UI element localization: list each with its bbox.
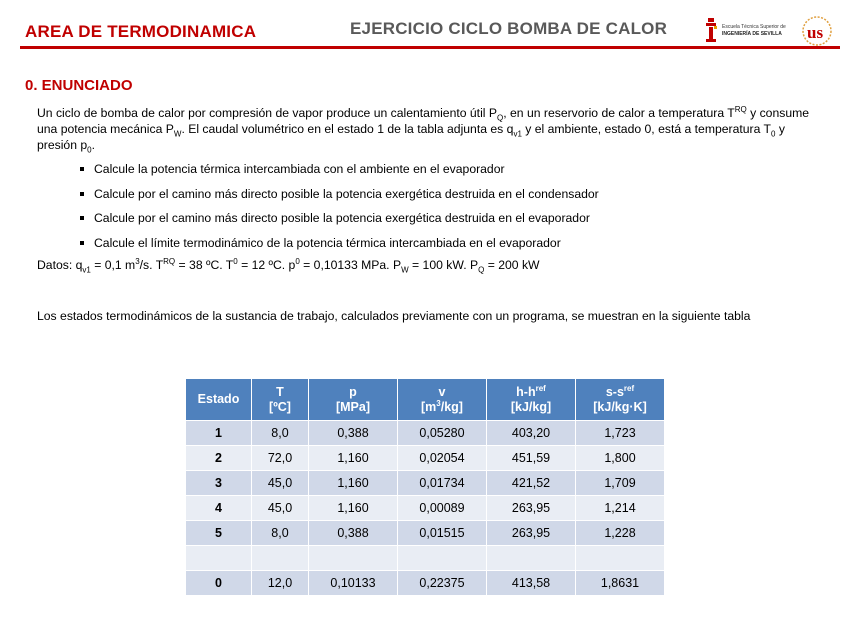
header-temperature: T [ºC]	[252, 379, 309, 421]
header-entropy: $s-s^{ref}$ [kJ/kg·K]	[576, 379, 665, 421]
header-enthalpy: $h-h^{ref}$ [kJ/kg]	[487, 379, 576, 421]
svg-text:us: us	[807, 23, 824, 42]
table-header-row	[186, 379, 665, 421]
table-row-empty	[186, 546, 665, 571]
etsi-logo-line1: Escuela Técnica Superior de	[722, 24, 786, 30]
header-pressure: p [MPa]	[309, 379, 398, 421]
bullet-icon	[80, 167, 84, 171]
header-estado: Estado	[186, 379, 252, 421]
table-row: 2 72,0 1,160 0,02054 451,59 1,800	[186, 446, 665, 471]
statement-paragraph: Un ciclo de bomba de calor por compresión de vapor produce un calentamiento útil $P_Q$, en un reservorio de calor a temperatura $T^{RQ}$ y consume una potencia mecánica $P_W$. El caudal volumétrico en el estado 1 de la tabla adjunta es $q_{v1}$ y el ambiente, estado 0, está a temperatura $T_0$ y presión $p_0$.	[37, 104, 810, 155]
task-item: Calcule el límite termodinámico de la potencia térmica intercambiada en el evaporador	[80, 235, 599, 260]
etsi-logo-line2: INGENIERÍA DE SEVILLA	[722, 31, 782, 37]
task-item: Calcule la potencia térmica intercambiada con el ambiente en el evaporador	[80, 161, 599, 186]
us-seal-icon	[803, 17, 831, 45]
task-item: Calcule por el camino más directo posible la potencia exergética destruida en el condensador	[80, 186, 599, 211]
exercise-title: EJERCICIO CICLO BOMBA DE CALOR	[350, 19, 668, 38]
states-table	[185, 378, 665, 596]
task-item: Calcule por el camino más directo posible la potencia exergética destruida en el evaporador	[80, 210, 599, 235]
section-title: 0. ENUNCIADO	[25, 77, 133, 94]
table-row: 1 8,0 0,388 0,05280 403,20 1,723	[186, 421, 665, 446]
bullet-icon	[80, 216, 84, 220]
given-data: Datos: $q_{v1} = 0,1$ $m^3/s$. $T^{RQ} = 38$ ºC. $T^0 = 12$ ºC. $p^0 = 0,10133$ MPa. $P_W = 100$ kW. $P_Q = 200$ kW	[37, 256, 540, 275]
page-header	[0, 0, 848, 52]
university-logos	[700, 14, 835, 46]
bullet-icon	[80, 241, 84, 245]
task-list	[80, 161, 599, 259]
header-rule	[20, 46, 840, 49]
table-row: 3 45,0 1,160 0,01734 421,52 1,709	[186, 471, 665, 496]
table-row: 5 8,0 0,388 0,01515 263,95 1,228	[186, 521, 665, 546]
table-row: 0 12,0 0,10133 0,22375 413,58 1,8631	[186, 571, 665, 596]
area-title: AREA DE TERMODINAMICA	[25, 22, 257, 41]
header-volume: v $[m^3/kg]$	[398, 379, 487, 421]
table-row: 4 45,0 1,160 0,00089 263,95 1,214	[186, 496, 665, 521]
bullet-icon	[80, 192, 84, 196]
table-intro-paragraph: Los estados termodinámicos de la sustancia de trabajo, calculados previamente con un programa, se muestran en la siguiente tabla	[37, 309, 751, 323]
etsi-logo-icon	[706, 18, 786, 42]
